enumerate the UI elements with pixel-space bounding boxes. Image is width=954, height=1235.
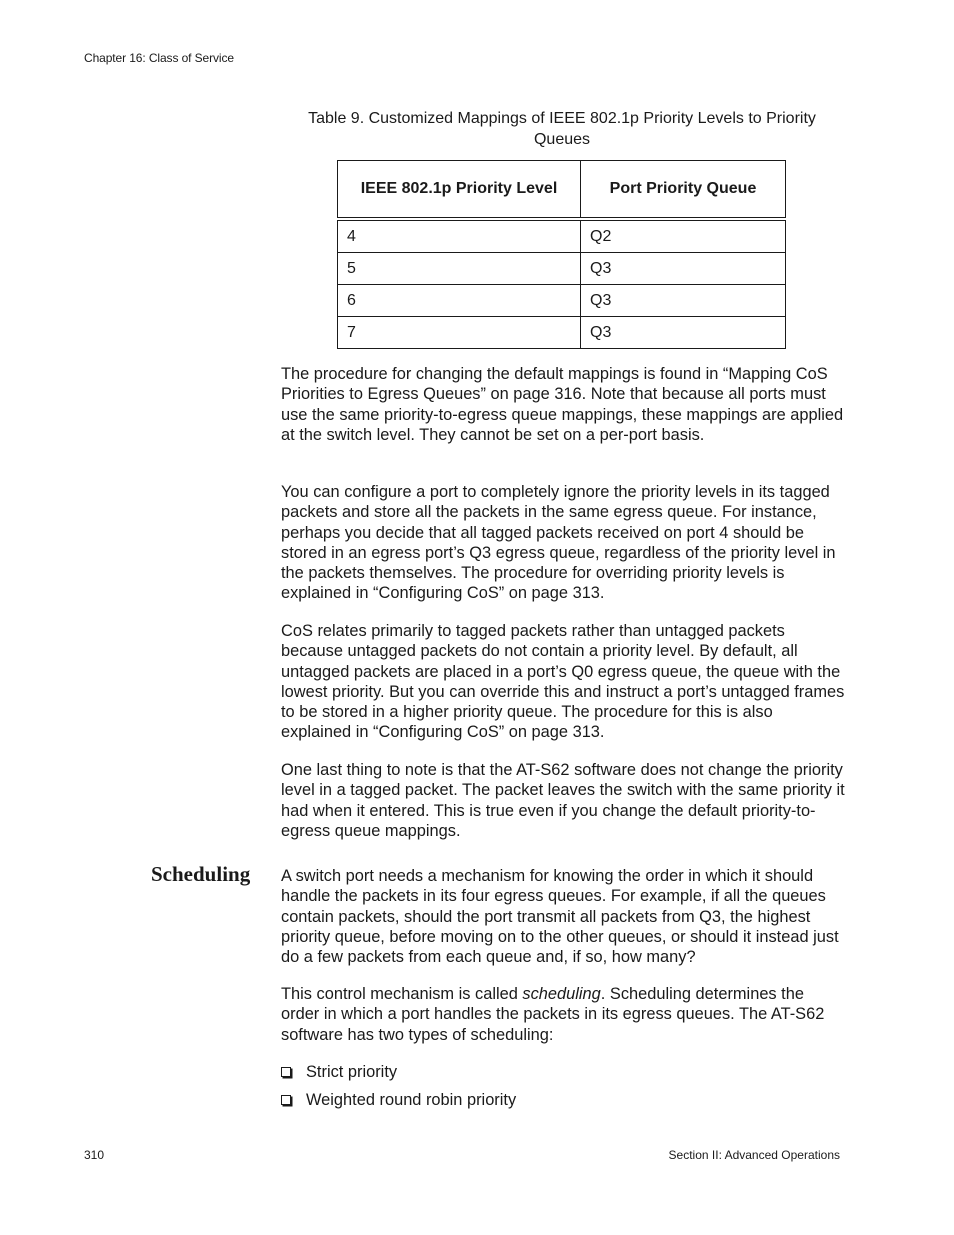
page-number: 310 xyxy=(84,1148,105,1162)
table-caption: Table 9. Customized Mappings of IEEE 802.1p Priority Levels to Priority Queues xyxy=(308,110,816,148)
table-row xyxy=(338,219,786,253)
paragraph-scheduling-intro xyxy=(281,866,846,967)
paragraph-text: You can configure a port to completely ignore the priority levels in its tagged packets and store all the packets in the same egress queue. For instance, perhaps you decide that all tagged packets received on port 4 should be stored in an egress port’s Q3 egress queue, regardless of the priority level in the packets themselves. The procedure for overriding priority levels is explained in “Configuring CoS” on page 313. xyxy=(281,483,836,603)
table-cell-queue: Q3 xyxy=(581,317,786,349)
table-cell-priority: 6 xyxy=(338,285,581,317)
bullet-item xyxy=(281,1090,516,1110)
footer-section: Section II: Advanced Operations xyxy=(668,1148,840,1162)
paragraph-untagged-packets xyxy=(281,621,846,743)
paragraph-scheduling-definition xyxy=(281,984,846,1045)
bullet-label: Weighted round robin priority xyxy=(306,1091,517,1109)
table-cell-priority: 5 xyxy=(338,253,581,285)
table-cell-queue: Q2 xyxy=(581,219,786,253)
column-header-port-priority-queue: Port Priority Queue xyxy=(581,161,786,220)
paragraph-text: This control mechanism is called scheduling. Scheduling determines the order in which a port handles the packets in its egress queues. The AT-S62 software has two types of scheduling: xyxy=(281,985,825,1044)
chapter-header: Chapter 16: Class of Service xyxy=(84,51,234,65)
paragraph-priority-unchanged xyxy=(281,760,846,841)
checkbox-bullet-icon xyxy=(281,1067,291,1077)
bullet-item xyxy=(281,1062,397,1082)
table-cell-priority: 7 xyxy=(338,317,581,349)
table-row xyxy=(338,253,786,285)
table-row xyxy=(338,285,786,317)
paragraph-default-mappings xyxy=(281,364,846,445)
paragraph-ignore-priority xyxy=(281,482,846,604)
table-cell-priority: 4 xyxy=(338,219,581,253)
priority-mapping-table xyxy=(337,160,786,349)
table-header-row xyxy=(338,161,786,220)
column-header-priority-level: IEEE 802.1p Priority Level xyxy=(338,161,581,220)
paragraph-text: A switch port needs a mechanism for knowing the order in which it should handle the packets in its four egress queues. For example, if all the queues contain packets, should the port transmit all packets from Q3, the highest priority queue, before moving on to the other queues, or should it instead just do a few packets from each queue and, if so, how many? xyxy=(281,867,839,967)
paragraph-text: The procedure for changing the default mappings is found in “Mapping CoS Priorities to Egress Queues” on page 316. Note that because all ports must use the same priority-to-egress queue mappings, these mappings are applied at the switch level. They cannot be set on a per-port basis. xyxy=(281,365,844,444)
table-cell-queue: Q3 xyxy=(581,253,786,285)
table-cell-queue: Q3 xyxy=(581,285,786,317)
paragraph-text: CoS relates primarily to tagged packets rather than untagged packets because untagged packets do not contain a priority level. By default, all untagged packets are placed in a port’s Q0 egress queue, the queue with the lowest priority. But you can override this and instruct a port’s untagged frames to be stored in a higher priority queue. The procedure for this is also explained in “Configuring CoS” on page 313. xyxy=(281,622,845,742)
section-heading-scheduling: Scheduling xyxy=(151,862,251,886)
paragraph-text: One last thing to note is that the AT-S62 software does not change the priority level in a tagged packet. The packet leaves the switch with the same priority it had when it entered. This is true even if you change the default priority-to-egress queue mappings. xyxy=(281,761,845,840)
checkbox-bullet-icon xyxy=(281,1095,291,1105)
table-row xyxy=(338,317,786,349)
bullet-label: Strict priority xyxy=(306,1063,398,1081)
emphasis-term: scheduling xyxy=(522,985,601,1003)
